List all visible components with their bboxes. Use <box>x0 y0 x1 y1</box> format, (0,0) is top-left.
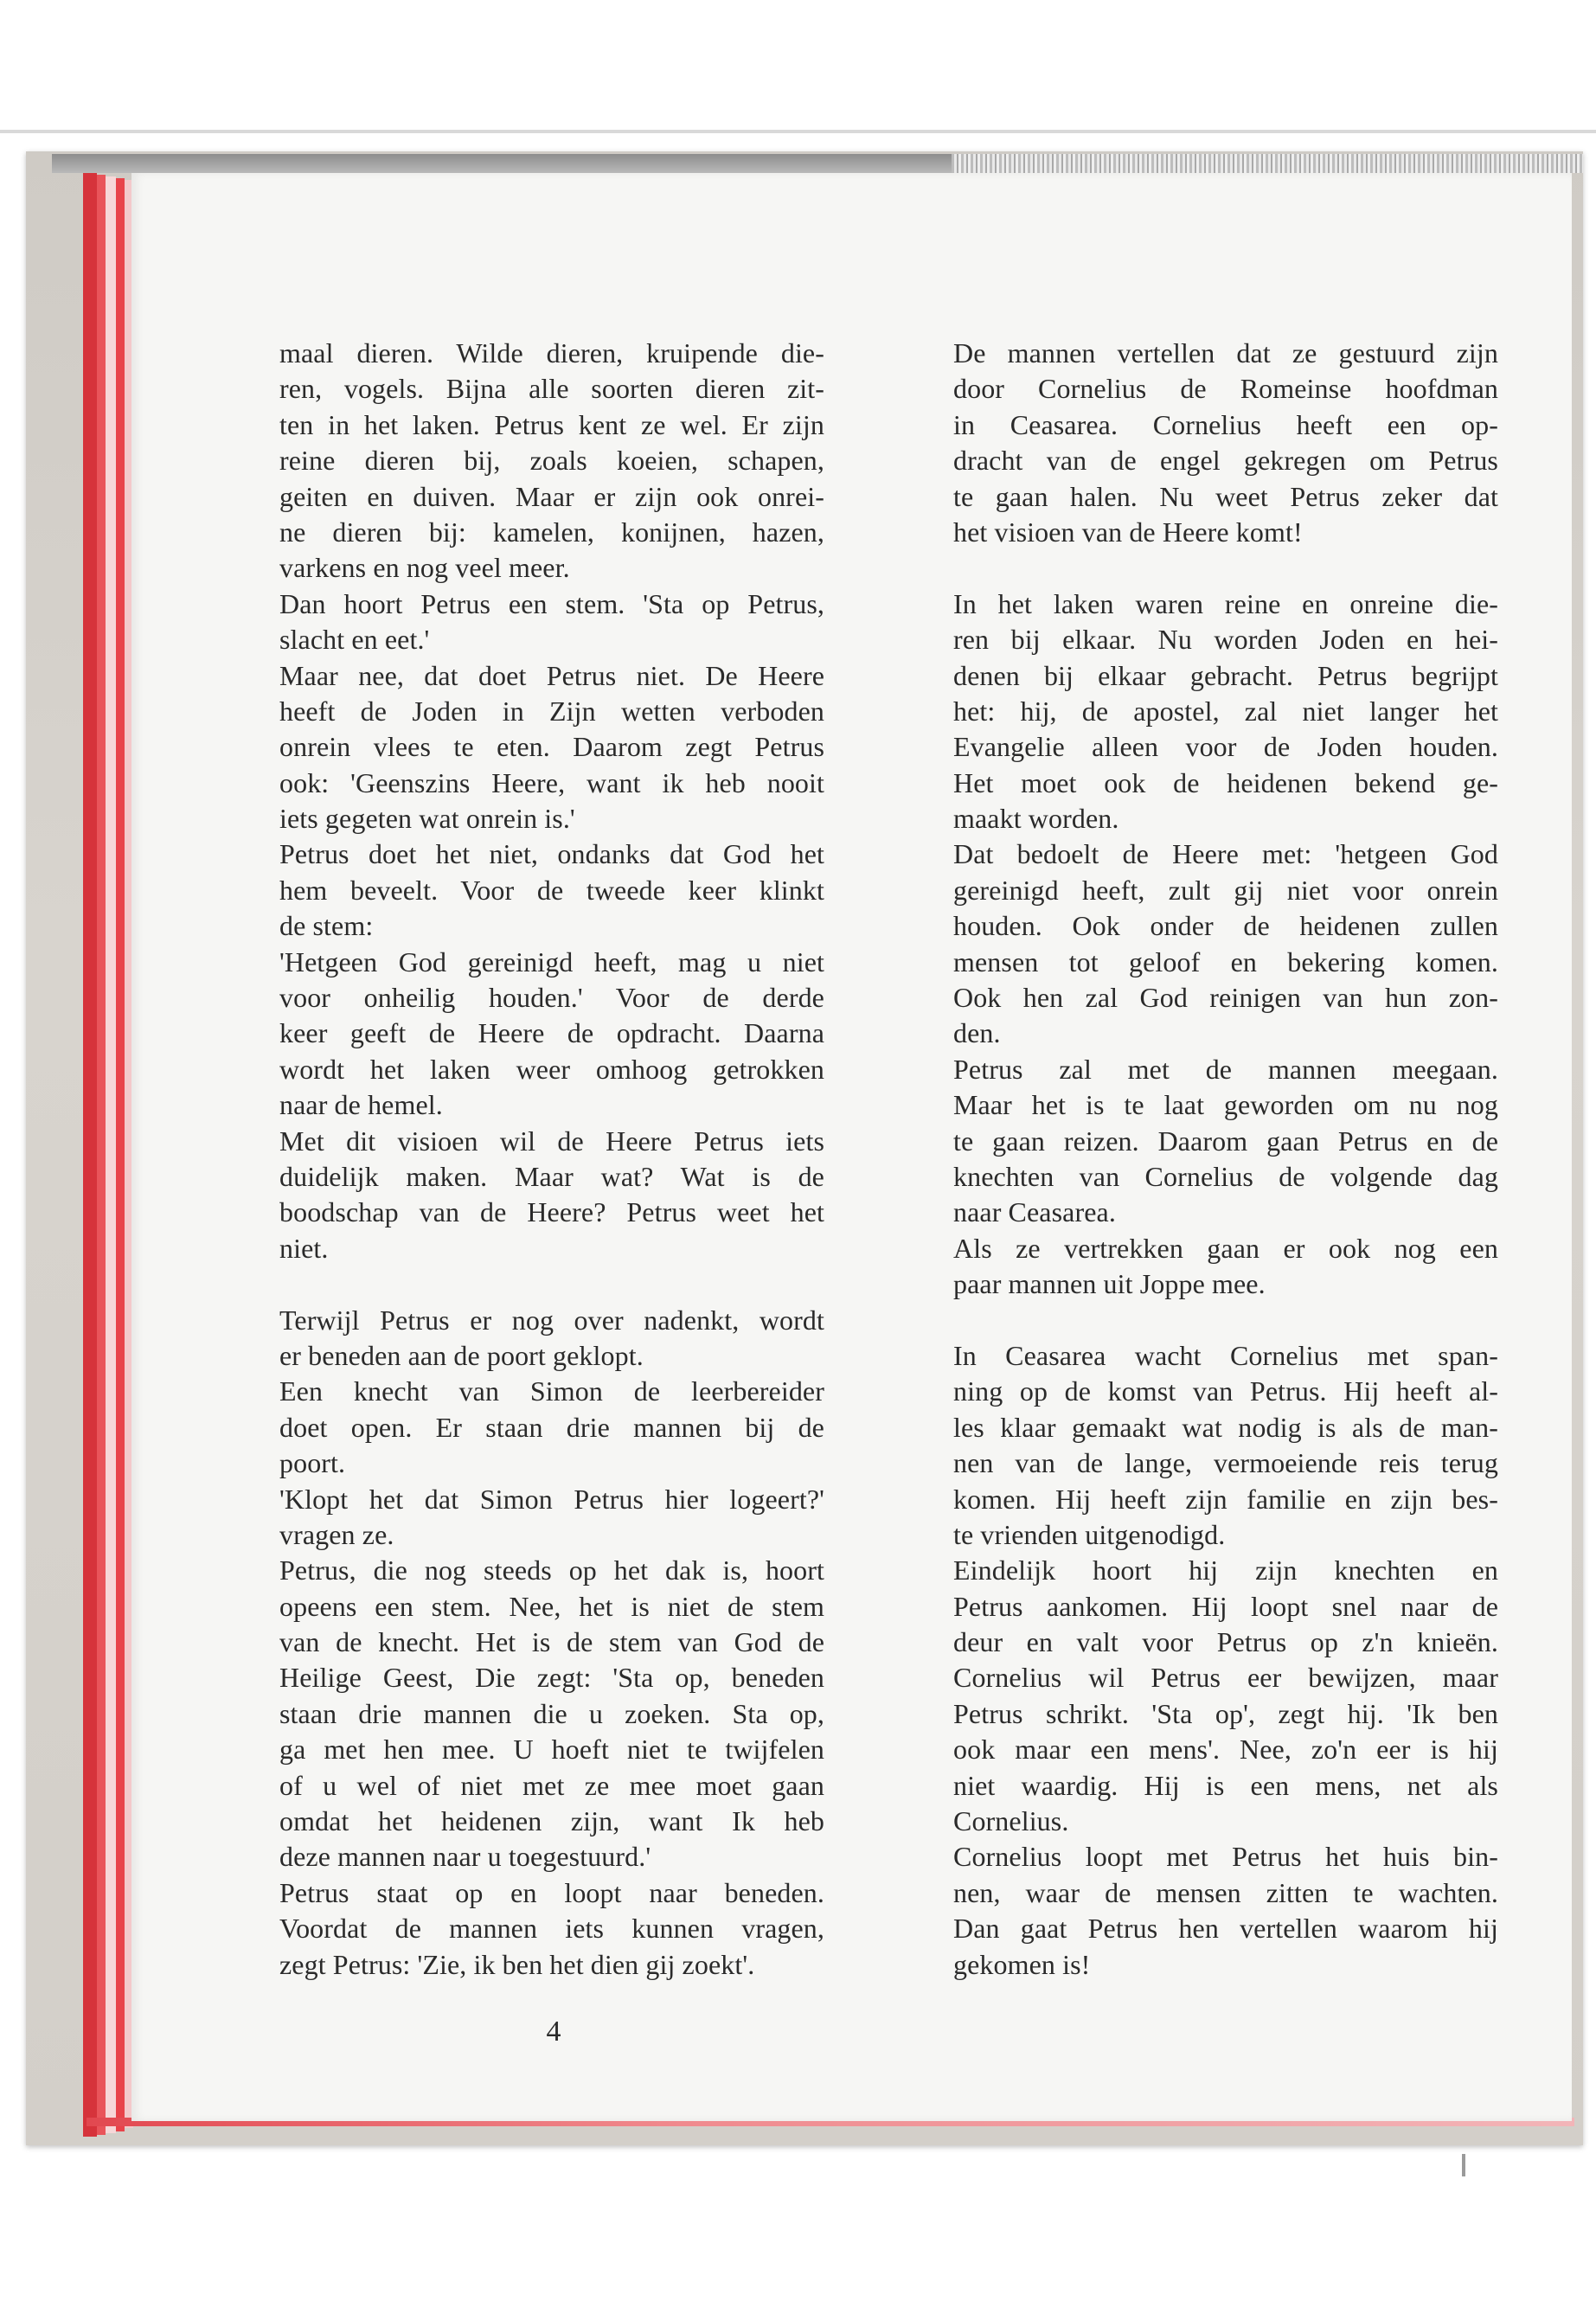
text-line: Ook hen zal God reinigen van hun zon- <box>953 982 1498 1014</box>
text-line: Petrus zal met de mannen meegaan. <box>953 1053 1498 1085</box>
paragraph-gap <box>953 550 1498 586</box>
text-line: Maar het is te laat geworden om nu nog <box>953 1089 1498 1121</box>
text-line: De mannen vertellen dat ze gestuurd zijn <box>953 337 1498 369</box>
text-line: nen, waar de mensen zitten te wachten. <box>953 1876 1498 1908</box>
text-line: 'Hetgeen God gereinigd heeft, mag u niet <box>279 945 824 977</box>
text-line: 'Klopt het dat Simon Petrus hier logeert?' <box>279 1483 824 1515</box>
text-line: de stem: <box>279 910 374 942</box>
text-line: doet open. Er staan drie mannen bij de <box>279 1411 824 1443</box>
text-line: In het laken waren reine en onreine die- <box>953 587 1498 619</box>
text-line: Evangelie alleen voor de Joden houden. <box>953 731 1498 763</box>
text-line: Cornelius wil Petrus eer bewijzen, maar <box>953 1662 1498 1694</box>
text-line: opeens een stem. Nee, het is niet de stem <box>279 1590 824 1622</box>
text-line: knechten van Cornelius de volgende dag <box>953 1160 1498 1192</box>
text-line: Dan hoort Petrus een stem. 'Sta op Petrus, <box>279 587 824 619</box>
text-line: Cornelius loopt met Petrus het huis bin- <box>953 1841 1498 1873</box>
text-line: den. <box>953 1017 1001 1049</box>
text-line: te gaan reizen. Daarom gaan Petrus en de <box>953 1125 1498 1157</box>
text-line: naar Ceasarea. <box>953 1196 1116 1228</box>
text-line: Petrus staat op en loopt naar beneden. <box>279 1876 824 1908</box>
text-line: omdat het heidenen zijn, want Ik heb <box>279 1805 824 1837</box>
right-text-column <box>953 336 1498 1983</box>
text-line: Dat bedoelt de Heere met: 'hetgeen God <box>953 838 1498 870</box>
page-edge <box>116 178 125 2131</box>
page-edge <box>83 173 97 2137</box>
text-line: Petrus aankomen. Hij loopt snel naar de <box>953 1590 1498 1622</box>
text-line: geiten en duiven. Maar er zijn ook onrei- <box>279 480 824 512</box>
text-line: slacht en eet.' <box>279 624 430 656</box>
text-line: Het moet ook de heidenen bekend ge- <box>953 766 1498 798</box>
text-line: houden. Ook onder de heidenen zullen <box>953 910 1498 942</box>
top-rule <box>0 130 1596 133</box>
text-line: ga met hen mee. U hoeft niet te twijfelen <box>279 1734 824 1766</box>
text-line: staan drie mannen die u zoeken. Sta op, <box>279 1697 824 1729</box>
text-line: varkens en nog veel meer. <box>279 552 570 584</box>
text-line: Petrus doet het niet, ondanks dat God het <box>279 838 824 870</box>
paragraph-gap <box>953 1303 1498 1338</box>
text-line: ren, vogels. Bijna alle soorten dieren zit- <box>279 373 824 405</box>
text-line: Als ze vertrekken gaan er ook nog een <box>953 1232 1498 1264</box>
text-line: deze mannen naar u toegestuurd.' <box>279 1841 651 1873</box>
text-line: denen bij elkaar gebracht. Petrus begrijpt <box>953 659 1498 691</box>
text-line: Eindelijk hoort hij zijn knechten en <box>953 1554 1498 1586</box>
text-line: Petrus, die nog steeds op het dak is, hoort <box>279 1554 824 1586</box>
text-line: Maar nee, dat doet Petrus niet. De Heere <box>279 659 824 691</box>
text-line: Een knecht van Simon de leerbereider <box>279 1375 824 1407</box>
paragraph-gap <box>279 1266 824 1302</box>
text-line: Met dit visioen wil de Heere Petrus iets <box>279 1125 824 1157</box>
text-line: in Ceasarea. Cornelius heeft een op- <box>953 408 1498 440</box>
text-line: het: hij, de apostel, zal niet langer het <box>953 695 1498 727</box>
text-line: Voordat de mannen iets kunnen vragen, <box>279 1913 824 1945</box>
text-line: maal dieren. Wilde dieren, kruipende die- <box>279 337 824 369</box>
text-line: In Ceasarea wacht Cornelius met span- <box>953 1339 1498 1371</box>
text-line: dracht van de engel gekregen om Petrus <box>953 445 1498 477</box>
text-line: boodschap van de Heere? Petrus weet het <box>279 1196 824 1228</box>
text-line: vragen ze. <box>279 1518 394 1550</box>
text-line: poort. <box>279 1447 346 1479</box>
text-line: gereinigd heeft, zult gij niet voor onrein <box>953 874 1498 906</box>
text-line: ning op de komst van Petrus. Hij heeft al- <box>953 1375 1498 1407</box>
text-line: komen. Hij heeft zijn familie en zijn bes- <box>953 1483 1498 1515</box>
text-line: ne dieren bij: kamelen, konijnen, hazen, <box>279 516 824 548</box>
page-number: 4 <box>546 2016 561 2048</box>
text-line: reine dieren bij, zoals koeien, schapen, <box>279 445 824 477</box>
text-line: maakt worden. <box>953 803 1119 835</box>
text-line: iets gegeten wat onrein is.' <box>279 803 575 835</box>
corner-mark <box>1462 2154 1465 2176</box>
text-line: onrein vlees te eten. Daarom zegt Petrus <box>279 731 824 763</box>
text-line: deur en valt voor Petrus op z'n knieën. <box>953 1626 1498 1658</box>
text-line: te gaan halen. Nu weet Petrus zeker dat <box>953 480 1498 512</box>
text-line: les klaar gemaakt wat nodig is als de man- <box>953 1411 1498 1443</box>
text-line: ren bij elkaar. Nu worden Joden en hei- <box>953 624 1498 656</box>
left-text-column <box>279 336 824 1983</box>
text-line: naar de hemel. <box>279 1089 443 1121</box>
text-line: gekomen is! <box>953 1948 1091 1980</box>
text-line: nen van de lange, vermoeiende reis terug <box>953 1447 1498 1479</box>
text-line: Terwijl Petrus er nog over nadenkt, wordt <box>279 1304 824 1336</box>
text-line: Petrus schrikt. 'Sta op', zegt hij. 'Ik ben <box>953 1697 1498 1729</box>
text-line: er beneden aan de poort geklopt. <box>279 1339 644 1371</box>
text-line: voor onheilig houden.' Voor de derde <box>279 982 824 1014</box>
text-line: mensen tot geloof en bekering komen. <box>953 945 1498 977</box>
text-line: ten in het laken. Petrus kent ze wel. Er zijn <box>279 408 824 440</box>
page-edge <box>106 176 116 2133</box>
text-line: niet. <box>279 1232 329 1264</box>
text-line: paar mannen uit Joppe mee. <box>953 1268 1266 1300</box>
text-line: zegt Petrus: 'Zie, ik ben het dien gij zoekt'. <box>279 1948 755 1980</box>
text-line: ook: 'Geenszins Heere, want ik heb nooit <box>279 766 824 798</box>
text-line: te vrienden uitgenodigd. <box>953 1518 1226 1550</box>
text-line: keer geeft de Heere de opdracht. Daarna <box>279 1017 824 1049</box>
cover-top-edge <box>52 154 952 173</box>
text-line: ook maar een mens'. Nee, zo'n eer is hij <box>953 1734 1498 1766</box>
page-edge <box>97 175 106 2135</box>
text-line: heeft de Joden in Zijn wetten verboden <box>279 695 824 727</box>
text-line: Cornelius. <box>953 1805 1069 1837</box>
text-line: duidelijk maken. Maar wat? Wat is de <box>279 1160 824 1192</box>
text-line: Dan gaat Petrus hen vertellen waarom hij <box>953 1913 1498 1945</box>
text-line: door Cornelius de Romeinse hoofdman <box>953 373 1498 405</box>
text-line: of u wel of niet met ze mee moet gaan <box>279 1769 824 1801</box>
text-line: het visioen van de Heere komt! <box>953 516 1303 548</box>
cover-top-texture <box>952 154 1583 173</box>
text-line: Heilige Geest, Die zegt: 'Sta op, beneden <box>279 1662 824 1694</box>
text-line: hem beveelt. Voor de tweede keer klinkt <box>279 874 824 906</box>
text-line: niet waardig. Hij is een mens, net als <box>953 1769 1498 1801</box>
text-line: wordt het laken weer omhoog getrokken <box>279 1053 824 1085</box>
text-line: van de knecht. Het is de stem van God de <box>279 1626 824 1658</box>
